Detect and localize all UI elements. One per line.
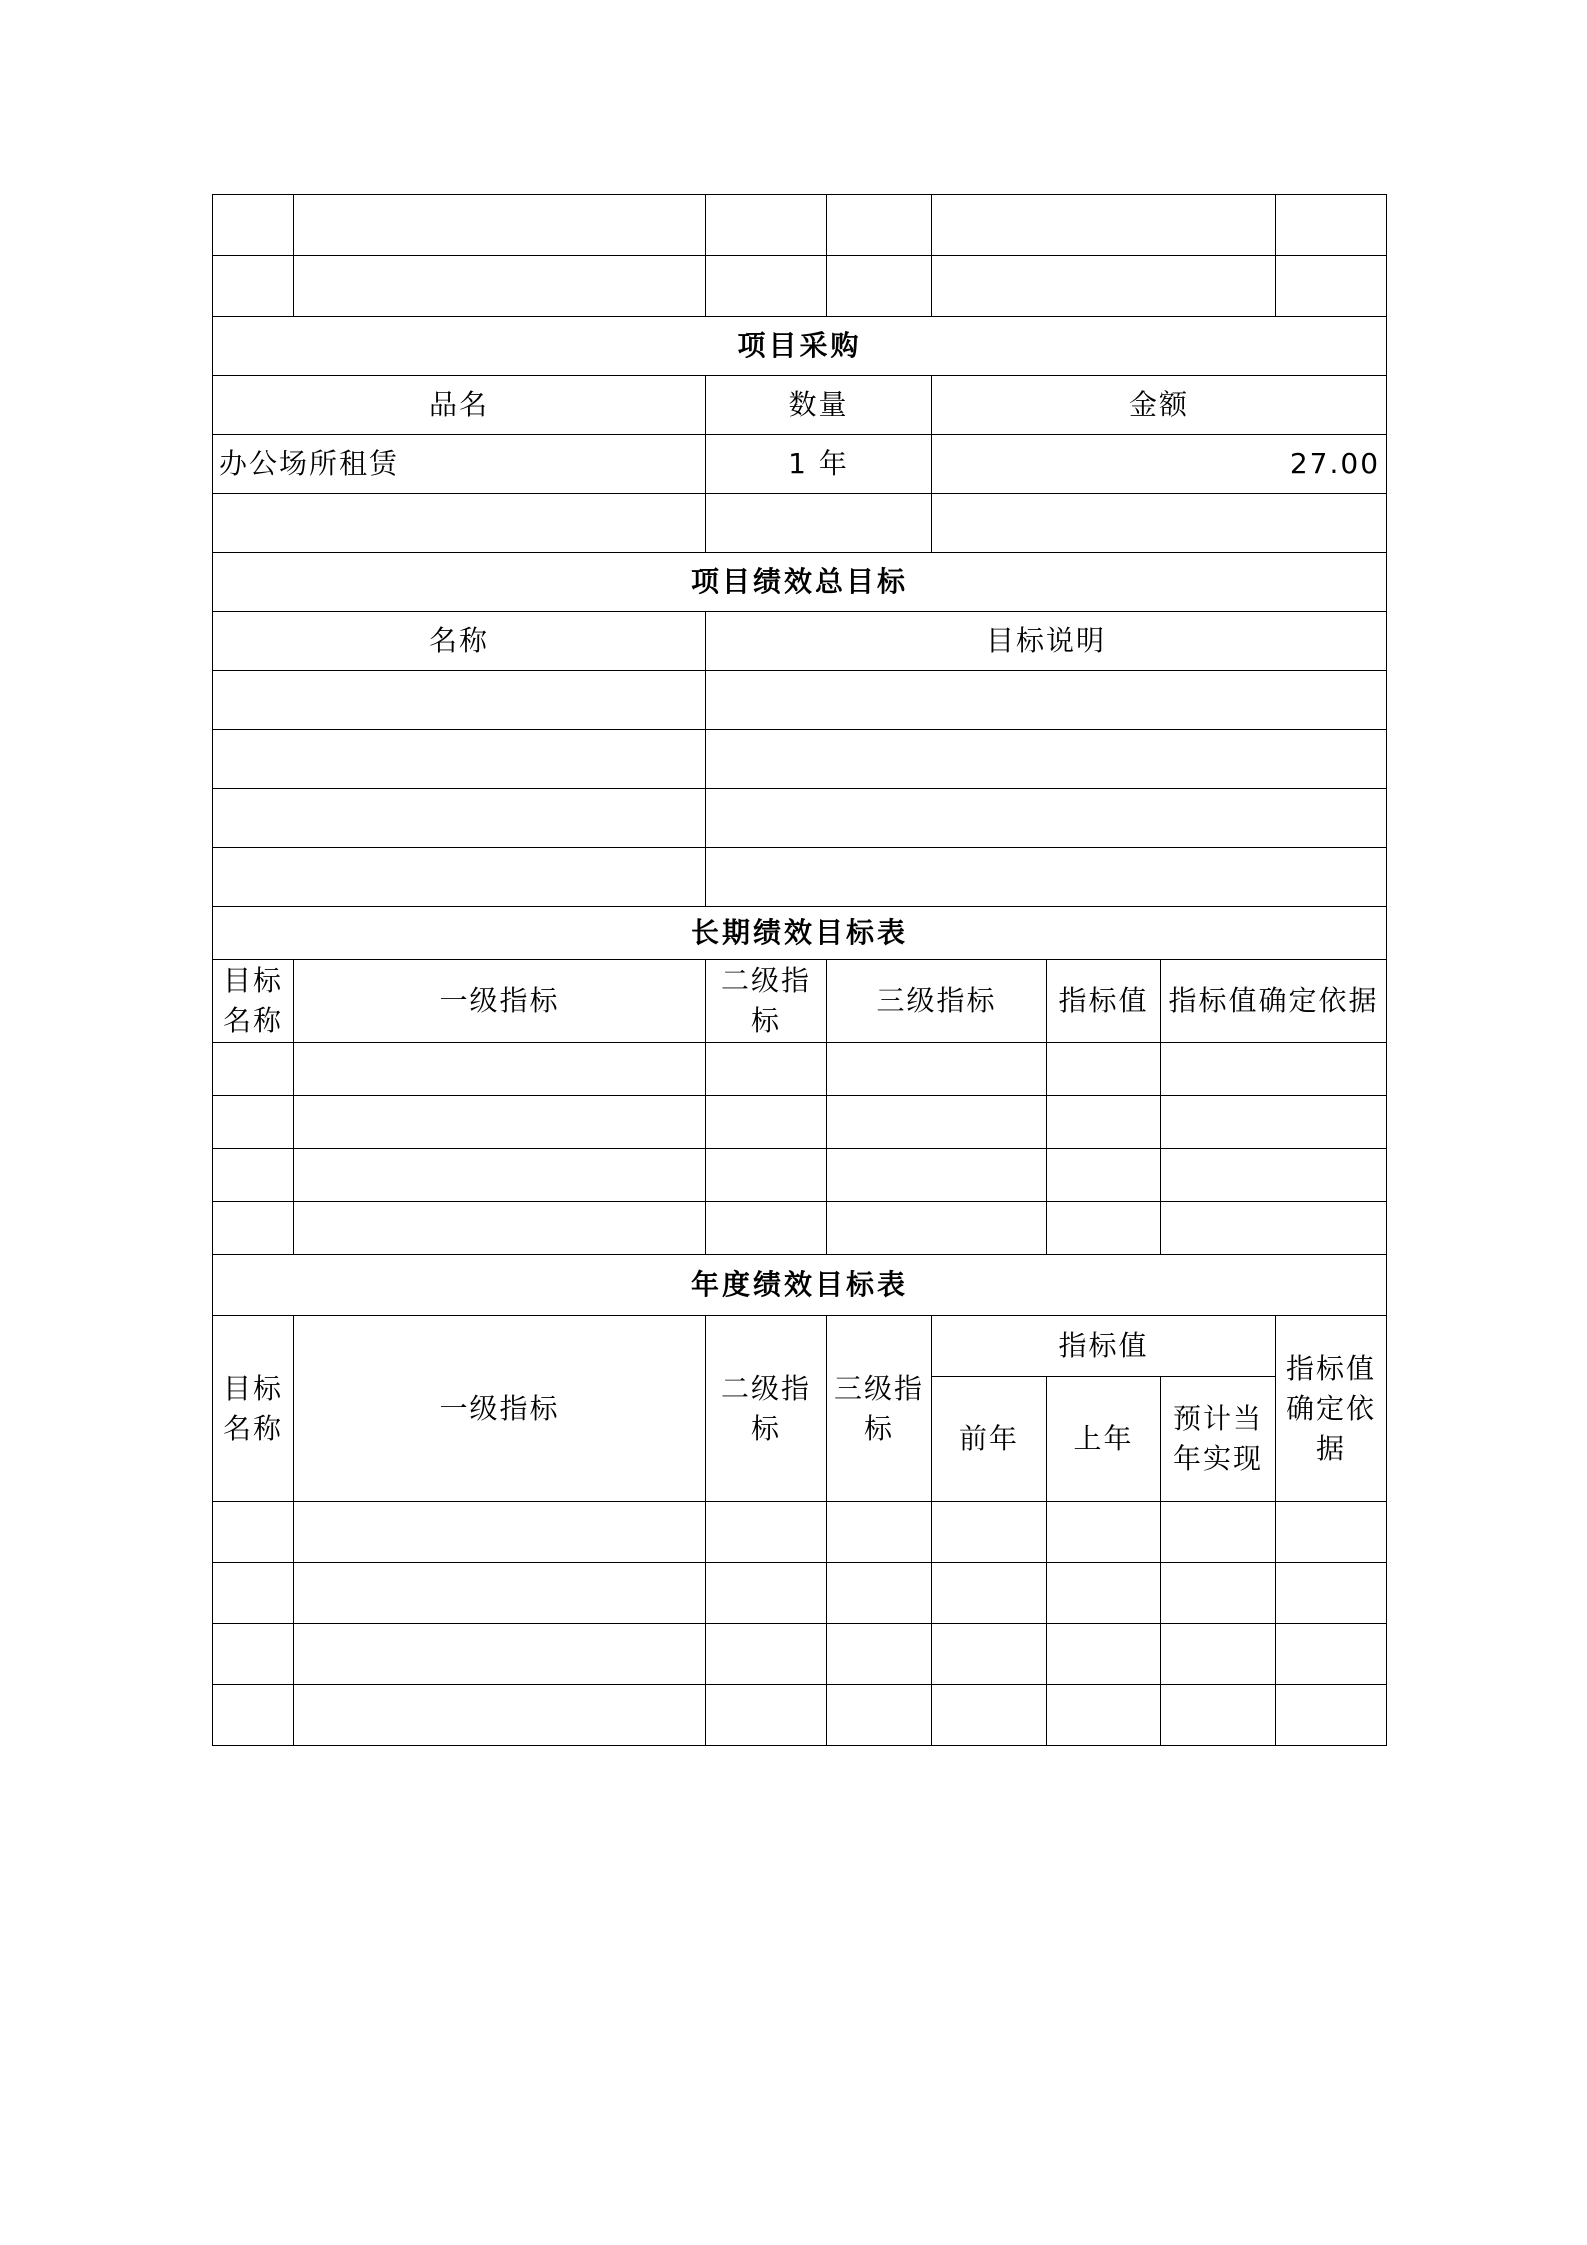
cell — [827, 1563, 932, 1624]
cell — [932, 1563, 1047, 1624]
col-header-level2: 二级指标 — [706, 1316, 827, 1502]
cell — [213, 1502, 294, 1563]
cell — [827, 1202, 1047, 1255]
cell — [827, 1149, 1047, 1202]
col-header-last-year: 上年 — [1047, 1377, 1161, 1502]
cell — [1047, 1096, 1161, 1149]
cell — [213, 1096, 294, 1149]
cell — [213, 256, 294, 317]
item-name: 办公场所租赁 — [213, 435, 706, 494]
cell — [1276, 1563, 1387, 1624]
col-header-level1: 一级指标 — [294, 960, 706, 1043]
overall-goals-title: 项目绩效总目标 — [213, 553, 1387, 612]
col-header-amount: 金额 — [932, 376, 1387, 435]
annual-header-row — [213, 1316, 1387, 1377]
performance-form-table — [212, 194, 1387, 1746]
cell — [1161, 1096, 1387, 1149]
col-header-value: 指标值 — [1047, 960, 1161, 1043]
cell — [294, 1685, 706, 1746]
item-amount — [932, 494, 1387, 553]
cell — [706, 1202, 827, 1255]
cell — [294, 1202, 706, 1255]
col-header-level2: 二级指标 — [706, 960, 827, 1043]
cell — [932, 1685, 1047, 1746]
cell — [1047, 1624, 1161, 1685]
cell — [827, 1685, 932, 1746]
long-term-row — [213, 1149, 1387, 1202]
item-name — [213, 494, 706, 553]
col-header-expected: 预计当年实现 — [1161, 1377, 1276, 1502]
cell — [706, 1502, 827, 1563]
cell — [1161, 1043, 1387, 1096]
cell — [213, 1685, 294, 1746]
cell — [1276, 256, 1387, 317]
col-header-goal-name: 目标名称 — [213, 960, 294, 1043]
cell — [706, 848, 1387, 907]
col-header-basis: 指标值确定依据 — [1161, 960, 1387, 1043]
cell — [213, 848, 706, 907]
cell — [1161, 1685, 1276, 1746]
cell — [1276, 1502, 1387, 1563]
cell — [294, 1096, 706, 1149]
cell — [827, 256, 932, 317]
cell — [213, 1624, 294, 1685]
col-header-name: 名称 — [213, 612, 706, 671]
col-header-basis: 指标值确定依据 — [1276, 1316, 1387, 1502]
procurement-row — [213, 435, 1387, 494]
cell — [827, 1043, 1047, 1096]
col-header-prev-year: 前年 — [932, 1377, 1047, 1502]
cell — [213, 730, 706, 789]
blank-row — [213, 195, 1387, 256]
long-term-row — [213, 1096, 1387, 1149]
overall-goals-row — [213, 730, 1387, 789]
col-header-level1: 一级指标 — [294, 1316, 706, 1502]
section-header-row — [213, 1255, 1387, 1316]
item-quantity — [706, 494, 932, 553]
cell — [294, 1043, 706, 1096]
item-quantity: 1 年 — [706, 435, 932, 494]
cell — [213, 1202, 294, 1255]
cell — [294, 256, 706, 317]
long-term-row — [213, 1043, 1387, 1096]
annual-row — [213, 1685, 1387, 1746]
cell — [1047, 1685, 1161, 1746]
cell — [827, 1502, 932, 1563]
annual-row — [213, 1624, 1387, 1685]
cell — [1161, 1624, 1276, 1685]
cell — [213, 671, 706, 730]
col-header-value: 指标值 — [932, 1316, 1276, 1377]
long-term-header-row — [213, 960, 1387, 1043]
cell — [294, 1502, 706, 1563]
overall-goals-row — [213, 671, 1387, 730]
col-header-level3: 三级指标 — [827, 960, 1047, 1043]
cell — [1276, 195, 1387, 256]
cell — [294, 1149, 706, 1202]
cell — [827, 195, 932, 256]
cell — [827, 1624, 932, 1685]
cell — [1161, 1149, 1387, 1202]
cell — [706, 1043, 827, 1096]
cell — [1047, 1202, 1161, 1255]
section-header-row — [213, 317, 1387, 376]
cell — [706, 1685, 827, 1746]
overall-goals-row — [213, 848, 1387, 907]
overall-goals-header-row — [213, 612, 1387, 671]
cell — [1276, 1624, 1387, 1685]
cell — [706, 1096, 827, 1149]
cell — [213, 1043, 294, 1096]
cell — [706, 730, 1387, 789]
annual-row — [213, 1563, 1387, 1624]
long-term-row — [213, 1202, 1387, 1255]
col-header-quantity: 数量 — [706, 376, 932, 435]
cell — [932, 1624, 1047, 1685]
cell — [932, 1502, 1047, 1563]
cell — [932, 195, 1276, 256]
cell — [294, 195, 706, 256]
section-header-row — [213, 907, 1387, 960]
overall-goals-row — [213, 789, 1387, 848]
cell — [294, 1624, 706, 1685]
col-header-level3: 三级指标 — [827, 1316, 932, 1502]
procurement-title: 项目采购 — [213, 317, 1387, 376]
cell — [294, 1563, 706, 1624]
cell — [213, 195, 294, 256]
procurement-row — [213, 494, 1387, 553]
annual-row — [213, 1502, 1387, 1563]
cell — [1047, 1502, 1161, 1563]
col-header-name: 品名 — [213, 376, 706, 435]
cell — [1047, 1043, 1161, 1096]
annual-title: 年度绩效目标表 — [213, 1255, 1387, 1316]
blank-row — [213, 256, 1387, 317]
cell — [706, 789, 1387, 848]
col-header-goal-name: 目标名称 — [213, 1316, 294, 1502]
long-term-title: 长期绩效目标表 — [213, 907, 1387, 960]
cell — [1047, 1149, 1161, 1202]
section-header-row — [213, 553, 1387, 612]
cell — [1161, 1563, 1276, 1624]
cell — [706, 256, 827, 317]
cell — [706, 1624, 827, 1685]
cell — [1161, 1502, 1276, 1563]
cell — [706, 671, 1387, 730]
cell — [213, 789, 706, 848]
procurement-header-row — [213, 376, 1387, 435]
cell — [706, 195, 827, 256]
cell — [932, 256, 1276, 317]
cell — [213, 1149, 294, 1202]
cell — [1276, 1685, 1387, 1746]
item-amount: 27.00 — [932, 435, 1387, 494]
cell — [706, 1149, 827, 1202]
cell — [706, 1563, 827, 1624]
cell — [1047, 1563, 1161, 1624]
cell — [213, 1563, 294, 1624]
cell — [827, 1096, 1047, 1149]
col-header-description: 目标说明 — [706, 612, 1387, 671]
cell — [1161, 1202, 1387, 1255]
